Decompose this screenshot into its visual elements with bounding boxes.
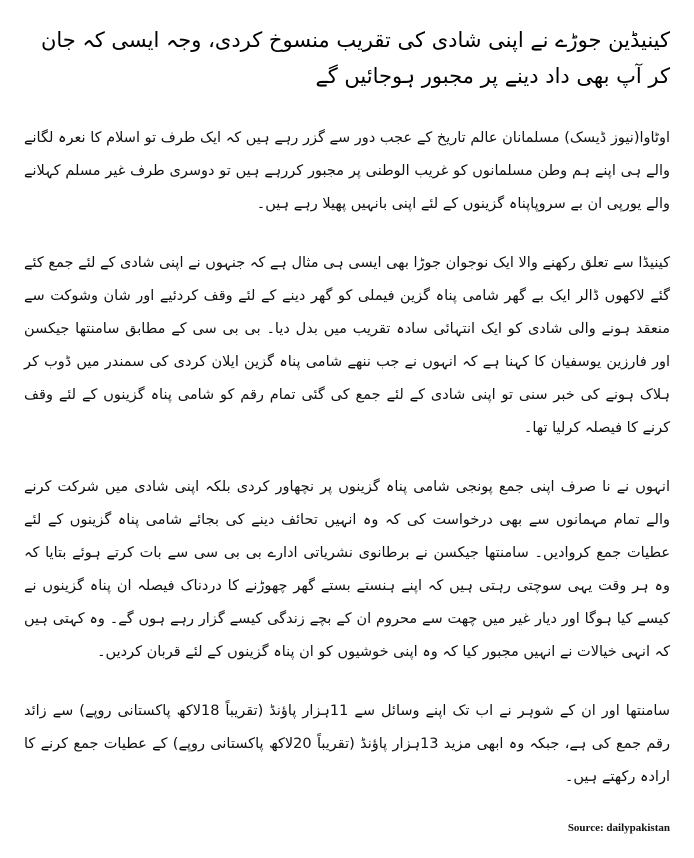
article-paragraph-2: کینیڈا سے تعلق رکھنے والا ایک نوجوان جوڑا بھی ایسی ہی مثال ہے کہ جنہوں نے اپنی شادی کے لئے جمع کئے گئے لاکھوں ڈالر ایک بے گھر شامی پناہ گزین فیملی کو گھر دینے کے لئے وقف کردئیے اور شان وشوکت سے منعقد ہونے والی شادی کو ایک انتہائی سادہ تقریب میں بدل دیا۔ بی بی سی کے مطابق سامنتھا جیکسن اور فارزین یوسفیان کا کہنا ہے کہ انہوں نے جب ننھے شامی پناہ گزین ایلان کردی کی سمندر میں ڈوب کر ہلاک ہونے کی خبر سنی تو اپنی شادی کے لئے جمع کی گئی تمام رقم کو شامی پناہ گزینوں کے لئے وقف کرنے کا فیصلہ کرلیا تھا۔ [24, 255, 670, 436]
article-paragraph-3: انہوں نے نا صرف اپنی جمع پونجی شامی پناہ گزینوں پر نچھاور کردی بلکہ اپنی شادی میں شرکت کرنے والے تمام مہمانوں سے بھی درخواست کی کہ وہ انہیں تحائف دینے کی بجائے شامی پناہ گزینوں کے لئے عطیات جمع کروادیں۔ سامنتھا جیکسن نے برطانوی نشریاتی ادارے بی بی سی سے بات کرتے ہوئے بتایا کہ وہ ہر وقت یہی سوچتی رہتی ہیں کہ اپنے ہنستے بستے گھر چھوڑنے کا دردناک فیصلہ ان پناہ گزینوں نے کیسے کیا ہوگا اور دیار غیر میں چھت سے محروم ان کے بچے زندگی کیسے گزار رہے ہوں گے۔ وہ کہتی ہیں کہ انہی خیالات نے انہیں مجبور کیا کہ وہ اپنی خوشیوں کو ان پناہ گزینوں کے لئے قربان کردیں۔ [24, 479, 670, 660]
article-headline: کینیڈین جوڑے نے اپنی شادی کی تقریب منسوخ کردی، وجہ ایسی کہ جان کر آپ بھی داد دینے پر مجبور ہوجائیں گے [40, 28, 670, 88]
article-paragraph-4: سامنتھا اور ان کے شوہر نے اب تک اپنے وسائل سے 11ہزار پاﺅنڈ (تقریباً 18لاکھ پاکستانی روپے) سے زائد رقم جمع کی ہے، جبکہ وہ ابھی مزید 13ہزار پاﺅنڈ (تقریباً 20لاکھ پاکستانی روپے) کے عطیات جمع کرنے کا ارادہ رکھتے ہیں۔ [24, 703, 670, 785]
article-paragraph-1: اوٹاوا(نیوز ڈیسک) مسلمانان عالم تاریخ کے عجب دور سے گزر رہے ہیں کہ ایک طرف تو اسلام کا نعرہ لگانے والے ہی اپنے ہم وطن مسلمانوں کو غریب الوطنی پر مجبور کررہے ہیں تو دوسری طرف غیر مسلم کہلانے والے یورپی ان بے سروپاپناہ گزینوں کے لئے اپنی بانہیں پھیلا رہے ہیں۔ [24, 130, 670, 212]
source-credit: Source: dailypakistan [567, 822, 670, 834]
